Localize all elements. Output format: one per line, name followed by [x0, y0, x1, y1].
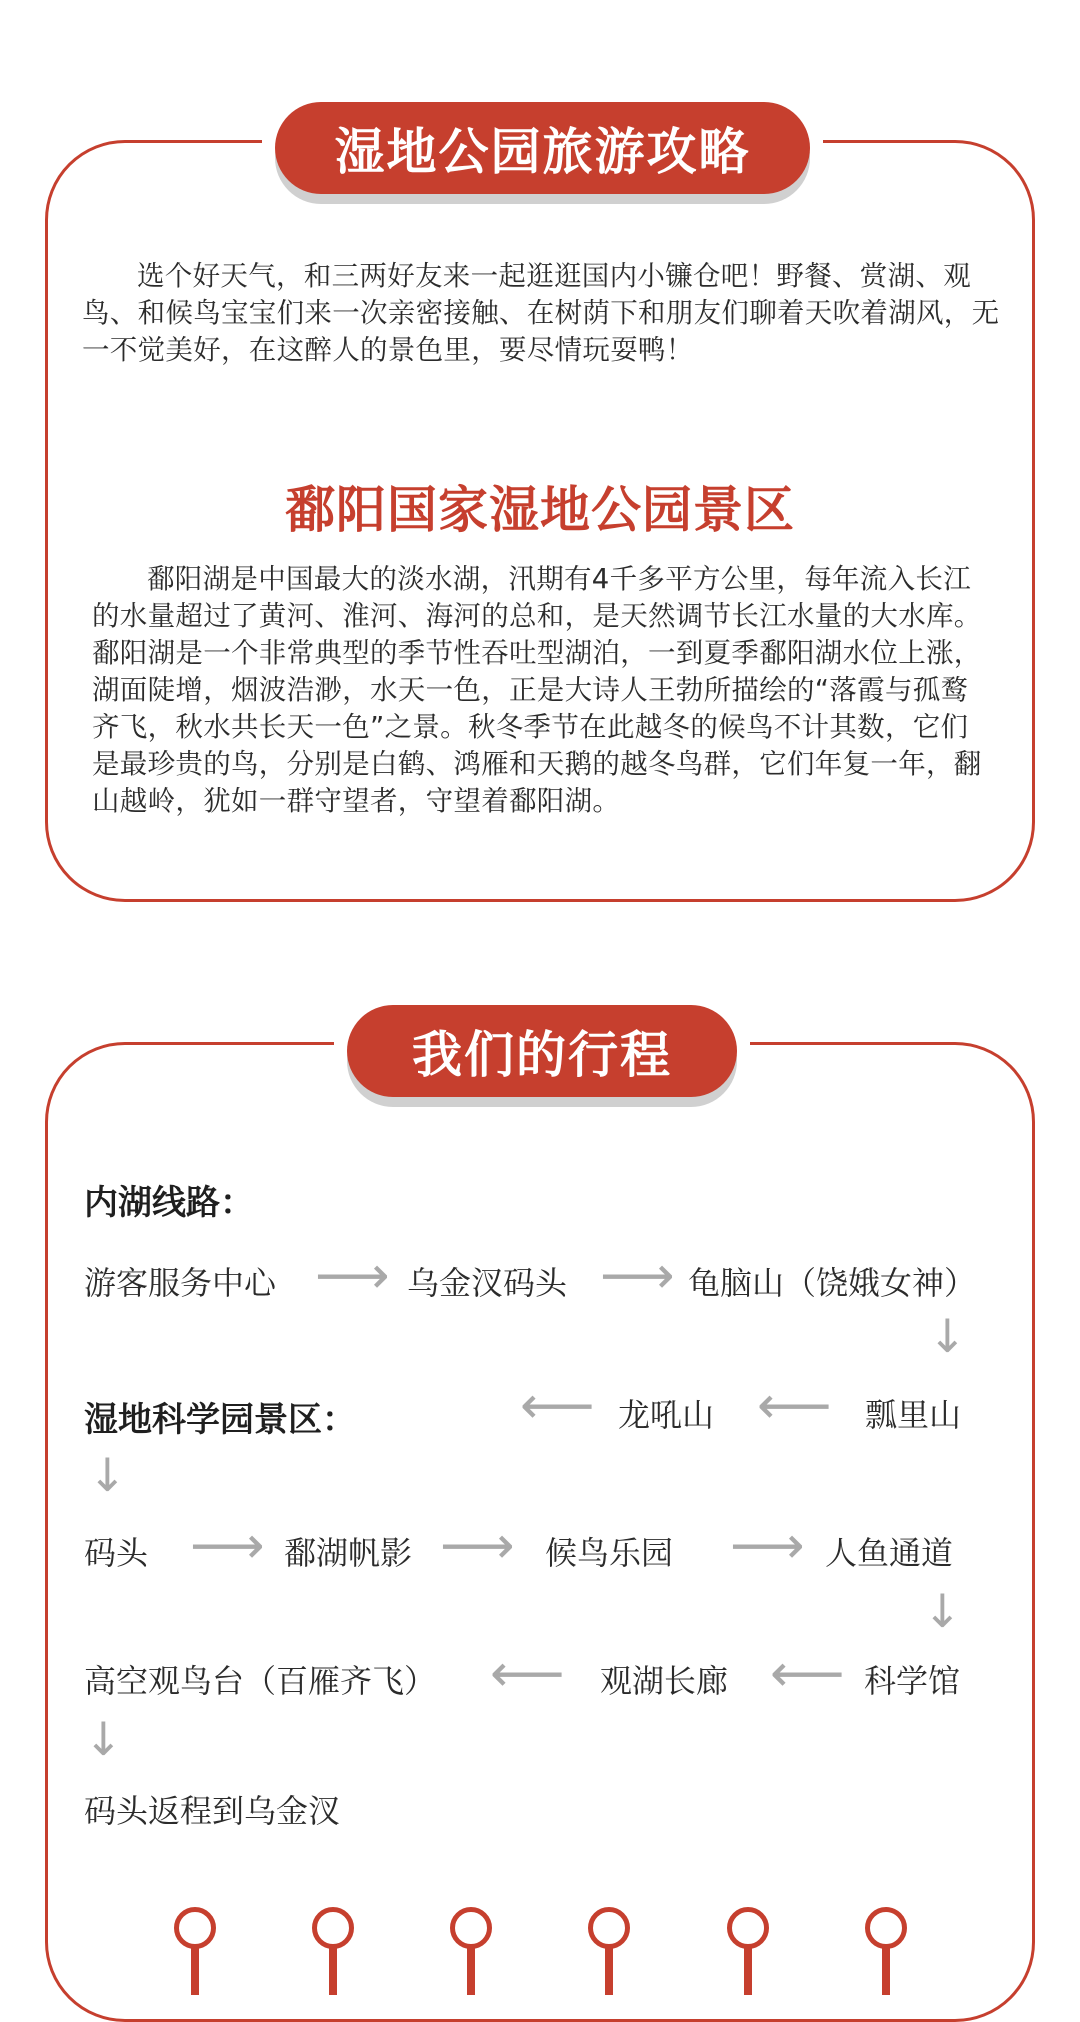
stop-pohu-sail: 鄱湖帆影: [284, 1534, 413, 1572]
binder-ring-icon: [865, 1907, 907, 1949]
intro-paragraph: 选个好天气，和三两好友来一起逛逛国内小镰仓吧！野餐、赏湖、观鸟、和候鸟宝宝们来一次亲密接触、在树荫下和朋友们聊着天吹着湖风，无一不觉美好，在这醉人的景色里，要尽情玩耍鸭！: [82, 260, 1000, 366]
binder-ring-icon: [727, 1907, 769, 1949]
arrow-left-icon: ⟵: [490, 1644, 565, 1704]
stop-bird-platform: 高空观鸟台（百雁齐飞）: [84, 1662, 437, 1700]
stop-lake-corridor: 观湖长廊: [600, 1662, 729, 1700]
binder-ring-icon: [450, 1907, 492, 1949]
arrow-down-icon: ↓: [84, 1712, 123, 1766]
section-banner-guide: 湿地公园旅游攻略: [275, 102, 810, 194]
stop-guinao-mountain: 龟脑山（饶娥女神）: [688, 1264, 977, 1302]
stop-pier: 码头: [84, 1534, 149, 1572]
arrow-left-icon: ⟵: [520, 1376, 595, 1436]
stop-piaoli-mountain: 瓢里山: [865, 1396, 962, 1434]
stop-wujinhan-pier: 乌金汊码头: [407, 1264, 568, 1302]
poyang-description: 鄱阳湖是中国最大的淡水湖，汛期有4千多平方公里，每年流入长江的水量超过了黄河、淮河、海河的总和，是天然调节长江水量的大水库。鄱阳湖是一个非常典型的季节性吞吐型湖泊，一到夏季鄱阳湖水位上涨，湖面陡增，烟波浩渺，水天一色，正是大诗人王勃所描绘的“落霞与孤鹜齐飞，秋水共长天一色”之景。秋冬季节在此越冬的候鸟不计其数，它们是最珍贵的鸟，分别是白鹤、鸿雁和天鹅的越冬鸟群，它们年复一年，翻山越岭，犹如一群守望者，守望着鄱阳湖。: [92, 563, 982, 817]
arrow-right-icon: ⟶: [190, 1516, 265, 1576]
binder-ring-icon: [174, 1907, 216, 1949]
stop-bird-park: 候鸟乐园: [545, 1534, 674, 1572]
wetland-science-park-label: 湿地科学园景区：: [84, 1400, 356, 1440]
arrow-left-icon: ⟵: [757, 1376, 832, 1436]
arrow-right-icon: ⟶: [600, 1246, 675, 1306]
binder-ring-icon: [588, 1907, 630, 1949]
arrow-left-icon: ⟵: [770, 1644, 845, 1704]
arrow-down-icon: ↓: [88, 1448, 127, 1502]
inner-lake-route-label: 内湖线路：: [84, 1183, 254, 1223]
section-banner-itinerary: 我们的行程: [347, 1005, 737, 1097]
poyang-section-title: 鄱阳国家湿地公园景区: [285, 481, 795, 539]
stop-science-museum: 科学馆: [864, 1662, 961, 1700]
arrow-down-icon: ↓: [928, 1309, 967, 1363]
arrow-right-icon: ⟶: [440, 1516, 515, 1576]
stop-longhou-mountain: 龙吼山: [618, 1396, 715, 1434]
stop-return-trip: 码头返程到乌金汊: [84, 1792, 341, 1830]
arrow-right-icon: ⟶: [315, 1246, 390, 1306]
arrow-down-icon: ↓: [923, 1584, 962, 1638]
arrow-right-icon: ⟶: [730, 1516, 805, 1576]
stop-mermaid-passage: 人鱼通道: [825, 1534, 954, 1572]
stop-visitor-center: 游客服务中心: [84, 1264, 277, 1302]
binder-ring-icon: [312, 1907, 354, 1949]
